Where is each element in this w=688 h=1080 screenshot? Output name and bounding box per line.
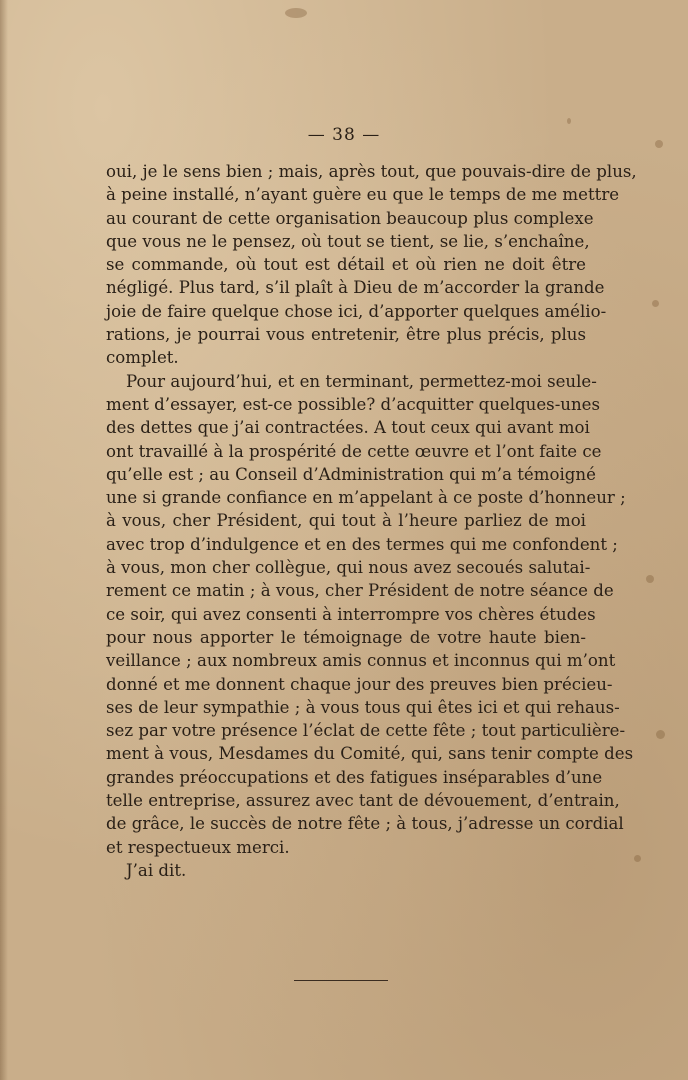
text-line: joie de faire quelque chose ici, d’apporter quelques amélio-: [106, 301, 607, 321]
text-line: négligé. Plus tard, s’il plaît à Dieu de m’accorder la grande: [106, 278, 605, 298]
foxing-spot: [646, 575, 654, 583]
text-line: avec trop d’indulgence et en des termes qui me confondent ;: [106, 534, 618, 554]
text-line: au courant de cette organisation beaucoup plus complexe: [106, 208, 594, 228]
text-line: et respectueux merci.: [106, 837, 290, 857]
foxing-spot: [652, 300, 659, 307]
text-line: pour nous apporter le témoignage de votre haute bien-: [106, 627, 586, 647]
text-line: sez par votre présence l’éclat de cette fête ; tout particulière-: [106, 721, 626, 741]
text-line: qu’elle est ; au Conseil d’Administration qui m’a témoigné: [106, 464, 596, 484]
text-line: grandes préoccupations et des fatigues inséparables d’une: [106, 767, 603, 787]
text-line: donné et me donnent chaque jour des preuves bien précieu-: [106, 674, 613, 694]
text-line: ce soir, qui avez consenti à interrompre vos chères études: [106, 604, 596, 624]
text-line: J’ai dit.: [126, 860, 187, 880]
closing-rule: [294, 980, 388, 981]
text-line: se commande, où tout est détail et où rien ne doit être: [106, 255, 586, 275]
page-number: — 38 —: [307, 125, 381, 145]
foxing-spot: [656, 730, 665, 739]
text-line: à vous, cher Président, qui tout à l’heure parliez de moi: [106, 511, 586, 531]
text-line: ment à vous, Mesdames du Comité, qui, sans tenir compte des: [106, 744, 634, 764]
text-line: rations, je pourrai vous entretenir, être plus précis, plus: [106, 325, 586, 345]
text-line: oui, je le sens bien ; mais, après tout, que pouvais-dire de plus,: [106, 162, 637, 181]
foxing-spot: [567, 118, 571, 124]
text-line: ses de leur sympathie ; à vous tous qui êtes ici et qui rehaus-: [106, 697, 620, 717]
text-line: telle entreprise, assurez avec tant de dévouement, d’entrain,: [106, 791, 620, 811]
text-line: complet.: [106, 348, 179, 368]
text-line: de grâce, le succès de notre fête ; à tous, j’adresse un cordial: [106, 814, 624, 834]
text-line: veillance ; aux nombreux amis connus et inconnus qui m’ont: [106, 651, 616, 671]
page-edge-shadow: [0, 0, 8, 1080]
text-line: Pour aujourd’hui, et en terminant, permettez-moi seule-: [126, 371, 597, 391]
text-line: ment d’essayer, est-ce possible? d’acquitter quelques-unes: [106, 394, 601, 414]
text-line: ont travaillé à la prospérité de cette œuvre et l’ont faite ce: [106, 441, 602, 461]
text-line: une si grande confiance en m’appelant à ce poste d’honneur ;: [106, 488, 626, 508]
text-line: rement ce matin ; à vous, cher Président de notre séance de: [106, 581, 614, 601]
text-line: à vous, mon cher collègue, qui nous avez secoués salutai-: [106, 558, 591, 578]
text-line: à peine installé, n’ayant guère eu que le temps de me mettre: [106, 185, 620, 205]
foxing-spot: [285, 8, 307, 18]
foxing-spot: [634, 855, 641, 862]
text-line: que vous ne le pensez, où tout se tient, se lie, s’enchaîne,: [106, 231, 590, 251]
body-text: [106, 160, 637, 882]
text-line: des dettes que j’ai contractées. A tout ceux qui avant moi: [106, 418, 590, 438]
